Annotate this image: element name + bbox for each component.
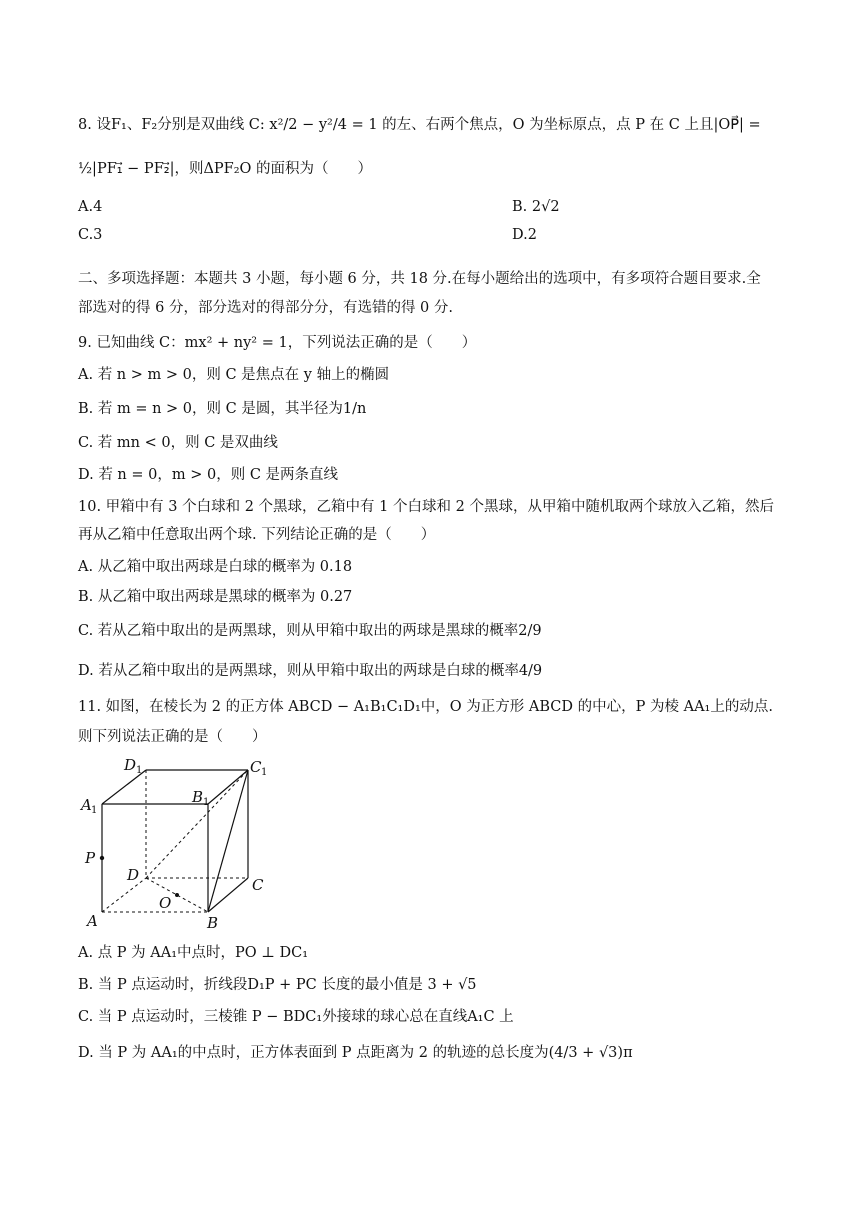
q9-option-c: C. 若 mn < 0，则 C 是双曲线 bbox=[78, 435, 278, 451]
point-p bbox=[100, 856, 104, 860]
q9-stem: 9. 已知曲线 C：mx² + ny² = 1，下列说法正确的是（ ） bbox=[78, 335, 477, 351]
label-b1: B bbox=[192, 788, 204, 806]
label-c1-sub: 1 bbox=[261, 767, 268, 778]
edge-ad bbox=[102, 878, 146, 912]
q9-option-b: B. 若 m = n > 0，则 C 是圆，其半径为1/n bbox=[78, 401, 367, 417]
label-p: P bbox=[85, 849, 96, 867]
label-a: A bbox=[87, 912, 98, 930]
q11-stem-line1: 11. 如图，在棱长为 2 的正方体 ABCD − A₁B₁C₁D₁中，O 为正方形 ABCD 的中心，P 为棱 AA₁上的动点. bbox=[78, 699, 773, 715]
section2-heading-line2: 部选对的得 6 分，部分选对的得部分分，有选错的得 0 分. bbox=[78, 300, 453, 316]
q10-stem-line1: 10. 甲箱中有 3 个白球和 2 个黑球，乙箱中有 1 个白球和 2 个黑球，从甲箱中随机取两个球放入乙箱，然后 bbox=[78, 499, 774, 515]
label-c1: C bbox=[250, 758, 262, 776]
label-b: B bbox=[207, 914, 219, 932]
label-a1-sub: 1 bbox=[91, 805, 98, 816]
q9-option-d: D. 若 n = 0，m > 0，则 C 是两条直线 bbox=[78, 467, 339, 483]
label-c: C bbox=[252, 876, 264, 894]
label-o: O bbox=[159, 894, 172, 912]
edge-bc bbox=[208, 878, 248, 912]
q8-option-c: C.3 bbox=[78, 227, 103, 243]
q10-option-a: A. 从乙箱中取出两球是白球的概率为 0.18 bbox=[78, 559, 353, 575]
q8-stem-line2: ½|PF₁⃗ − PF₂⃗|，则ΔPF₂O 的面积为（ ） bbox=[78, 161, 373, 177]
edge-b1c1 bbox=[208, 770, 248, 804]
cube-diagram bbox=[78, 756, 278, 936]
q8-stem-line1: 8. 设F₁、F₂分别是双曲线 C: x²/2 − y²/4 = 1 的左、右两个焦点，O 为坐标原点，点 P 在 C 上且|OP⃗| = bbox=[78, 117, 761, 133]
q8-option-b: B. 2√2 bbox=[512, 199, 560, 215]
point-o bbox=[175, 893, 179, 897]
q10-option-c: C. 若从乙箱中取出的是两黑球，则从甲箱中取出的两球是黑球的概率2/9 bbox=[78, 623, 542, 639]
q11-option-a: A. 点 P 为 AA₁中点时，PO ⊥ DC₁ bbox=[78, 945, 309, 961]
q10-option-d: D. 若从乙箱中取出的是两黑球，则从甲箱中取出的两球是白球的概率4/9 bbox=[78, 663, 543, 679]
label-d: D bbox=[127, 866, 140, 884]
label-a1: A bbox=[81, 796, 92, 814]
q11-option-d: D. 当 P 为 AA₁的中点时，正方体表面到 P 点距离为 2 的轨迹的总长度为(4/3 + √3)π bbox=[78, 1045, 633, 1061]
q8-option-d: D.2 bbox=[512, 227, 537, 243]
q8-options-row1 bbox=[78, 196, 806, 218]
q11-option-c: C. 当 P 点运动时，三棱锥 P − BDC₁外接球的球心总在直线A₁C 上 bbox=[78, 1009, 514, 1025]
label-b1-sub: 1 bbox=[203, 797, 210, 808]
q9-option-a: A. 若 n > m > 0，则 C 是焦点在 y 轴上的椭圆 bbox=[78, 367, 390, 383]
edge-bc1 bbox=[208, 770, 248, 912]
q10-stem-line2: 再从乙箱中任意取出两个球. 下列结论正确的是（ ） bbox=[78, 527, 436, 543]
section2-heading-line1: 二、多项选择题：本题共 3 小题，每小题 6 分，共 18 分.在每小题给出的选项中，有多项符合题目要求.全 bbox=[78, 271, 761, 287]
q10-option-b: B. 从乙箱中取出两球是黑球的概率为 0.27 bbox=[78, 589, 353, 605]
q11-option-b: B. 当 P 点运动时，折线段D₁P + PC 长度的最小值是 3 + √5 bbox=[78, 977, 477, 993]
cube-figure bbox=[78, 756, 278, 936]
q11-stem-line2: 则下列说法正确的是（ ） bbox=[78, 729, 267, 745]
label-d1: D bbox=[124, 756, 137, 774]
q8-options-row2 bbox=[78, 224, 806, 246]
label-d1-sub: 1 bbox=[136, 765, 143, 776]
q8-option-a: A.4 bbox=[78, 199, 103, 215]
